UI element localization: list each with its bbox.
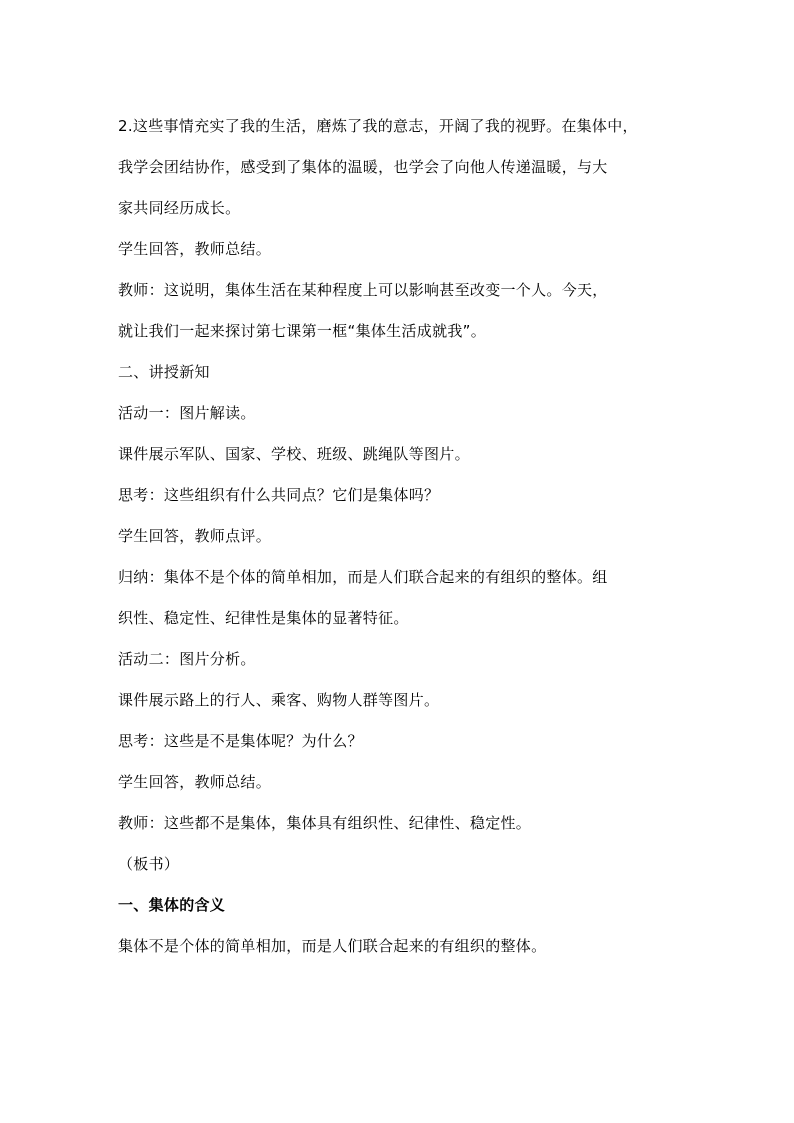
paragraph-line: 思考：这些是不是集体呢？为什么？ — [118, 732, 363, 750]
paragraph-line: 教师：这些都不是集体，集体具有组织性、纪律性、稳定性。 — [118, 814, 532, 832]
paragraph-line: 学生回答，教师总结。 — [118, 240, 272, 258]
paragraph-line: 归纳：集体不是个体的简单相加，而是人们联合起来的有组织的整体。组 — [118, 568, 608, 586]
paragraph-line: 集体不是个体的简单相加，而是人们联合起来的有组织的整体。 — [118, 937, 547, 955]
paragraph-line: 我学会团结协作，感受到了集体的温暖，也学会了向他人传递温暖，与大 — [118, 158, 608, 176]
paragraph-line: 课件展示军队、国家、学校、班级、跳绳队等图片。 — [118, 445, 470, 463]
board-heading: 一、集体的含义 — [118, 896, 226, 914]
paragraph-line: 学生回答，教师总结。 — [118, 773, 272, 791]
paragraph-line: 课件展示路上的行人、乘客、购物人群等图片。 — [118, 691, 440, 709]
paragraph-line: 织性、稳定性、纪律性是集体的显著特征。 — [118, 609, 409, 627]
paragraph-line: 活动二：图片分析。 — [118, 650, 256, 668]
paragraph-line: 家共同经历成长。 — [118, 199, 241, 217]
section-heading: 二、讲授新知 — [118, 363, 210, 381]
paragraph-line: 活动一：图片解读。 — [118, 404, 256, 422]
paragraph-line: 就让我们一起来探讨第七课第一框“集体生活成就我”。 — [118, 322, 487, 340]
paragraph-line: 教师：这说明，集体生活在某种程度上可以影响甚至改变一个人。今天， — [118, 281, 608, 299]
paragraph-line: 学生回答，教师点评。 — [118, 527, 272, 545]
board-note: （板书） — [118, 855, 180, 873]
paragraph-line: 2.这些事情充实了我的生活，磨炼了我的意志，开阔了我的视野。在集体中， — [118, 117, 638, 135]
document-body — [118, 106, 678, 967]
paragraph-line: 思考：这些组织有什么共同点？它们是集体吗？ — [118, 486, 440, 504]
